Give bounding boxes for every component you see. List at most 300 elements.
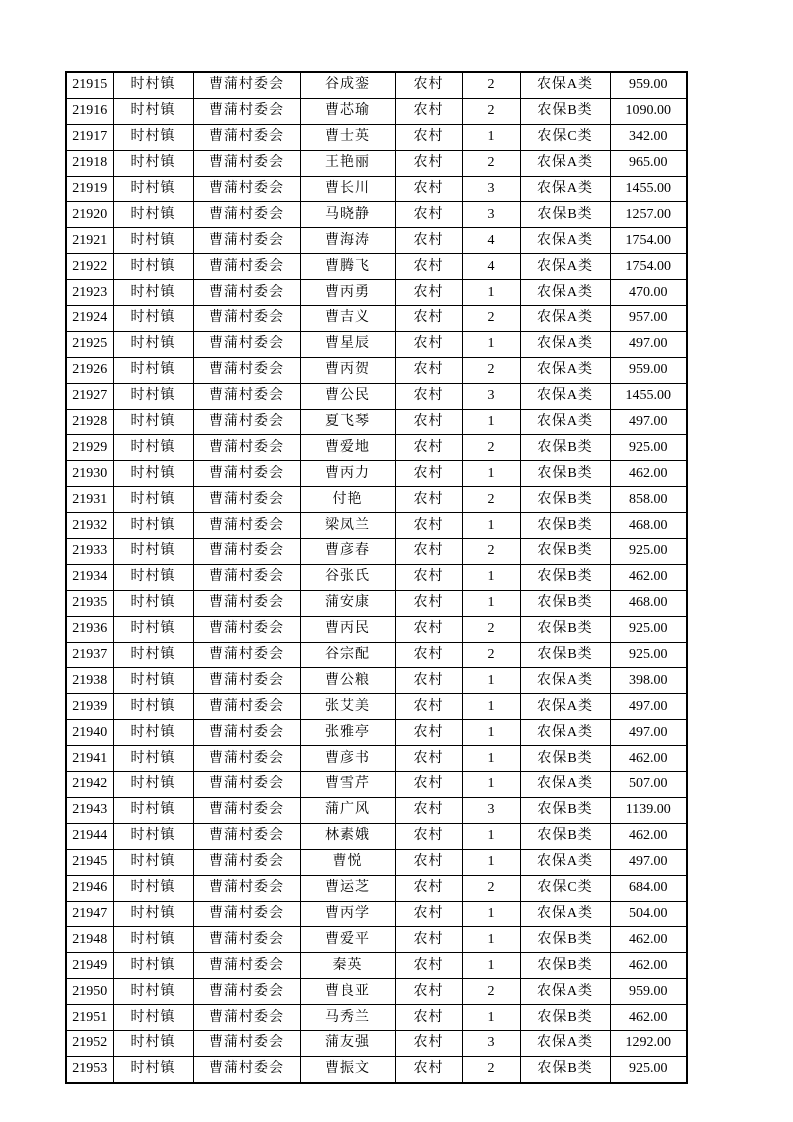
cell-village-committee: 曹蒲村委会 (193, 797, 300, 823)
cell-area-type: 农村 (395, 720, 462, 746)
cell-person-count: 1 (462, 668, 520, 694)
cell-village-committee: 曹蒲村委会 (193, 331, 300, 357)
cell-insurance-category: 农保A类 (520, 720, 610, 746)
cell-insurance-category: 农保A类 (520, 1030, 610, 1056)
cell-person-name: 马秀兰 (300, 1005, 395, 1031)
cell-amount: 925.00 (610, 435, 687, 461)
cell-amount: 462.00 (610, 1005, 687, 1031)
cell-village-committee: 曹蒲村委会 (193, 694, 300, 720)
cell-record-id: 21928 (66, 409, 113, 435)
cell-village-committee: 曹蒲村委会 (193, 746, 300, 772)
cell-person-name: 曹芯瑜 (300, 98, 395, 124)
cell-area-type: 农村 (395, 927, 462, 953)
cell-town: 时村镇 (113, 72, 193, 98)
cell-person-count: 1 (462, 409, 520, 435)
cell-record-id: 21916 (66, 98, 113, 124)
cell-insurance-category: 农保A类 (520, 668, 610, 694)
table-row (66, 694, 687, 720)
table-row (66, 1005, 687, 1031)
cell-town: 时村镇 (113, 642, 193, 668)
cell-area-type: 农村 (395, 98, 462, 124)
cell-record-id: 21939 (66, 694, 113, 720)
cell-insurance-category: 农保C类 (520, 875, 610, 901)
cell-area-type: 农村 (395, 616, 462, 642)
cell-record-id: 21941 (66, 746, 113, 772)
cell-area-type: 农村 (395, 694, 462, 720)
cell-insurance-category: 农保A类 (520, 849, 610, 875)
cell-area-type: 农村 (395, 875, 462, 901)
table-row (66, 72, 687, 98)
cell-person-name: 曹丙贺 (300, 357, 395, 383)
cell-record-id: 21918 (66, 150, 113, 176)
cell-amount: 925.00 (610, 539, 687, 565)
cell-town: 时村镇 (113, 1030, 193, 1056)
cell-village-committee: 曹蒲村委会 (193, 254, 300, 280)
cell-person-count: 2 (462, 539, 520, 565)
cell-person-count: 1 (462, 694, 520, 720)
cell-area-type: 农村 (395, 331, 462, 357)
cell-town: 时村镇 (113, 357, 193, 383)
table-row (66, 590, 687, 616)
cell-town: 时村镇 (113, 564, 193, 590)
cell-person-name: 蒲广风 (300, 797, 395, 823)
table-row (66, 98, 687, 124)
cell-area-type: 农村 (395, 202, 462, 228)
cell-person-count: 1 (462, 124, 520, 150)
cell-person-count: 2 (462, 979, 520, 1005)
cell-person-name: 曹丙民 (300, 616, 395, 642)
cell-person-count: 1 (462, 280, 520, 306)
cell-amount: 468.00 (610, 513, 687, 539)
cell-person-name: 曹悦 (300, 849, 395, 875)
cell-person-count: 3 (462, 176, 520, 202)
table-row (66, 513, 687, 539)
cell-amount: 497.00 (610, 331, 687, 357)
table-row (66, 564, 687, 590)
cell-insurance-category: 农保B类 (520, 1005, 610, 1031)
cell-amount: 925.00 (610, 616, 687, 642)
cell-person-name: 曹吉义 (300, 306, 395, 332)
cell-area-type: 农村 (395, 668, 462, 694)
table-row (66, 202, 687, 228)
cell-insurance-category: 农保A类 (520, 979, 610, 1005)
cell-village-committee: 曹蒲村委会 (193, 409, 300, 435)
cell-area-type: 农村 (395, 564, 462, 590)
cell-town: 时村镇 (113, 98, 193, 124)
cell-insurance-category: 农保A类 (520, 176, 610, 202)
cell-record-id: 21935 (66, 590, 113, 616)
cell-insurance-category: 农保A类 (520, 280, 610, 306)
cell-person-count: 1 (462, 720, 520, 746)
cell-insurance-category: 农保B类 (520, 797, 610, 823)
cell-village-committee: 曹蒲村委会 (193, 642, 300, 668)
cell-area-type: 农村 (395, 72, 462, 98)
cell-person-count: 2 (462, 487, 520, 513)
cell-insurance-category: 农保B类 (520, 927, 610, 953)
table-row (66, 383, 687, 409)
cell-person-count: 2 (462, 875, 520, 901)
cell-person-name: 曹丙勇 (300, 280, 395, 306)
cell-area-type: 农村 (395, 487, 462, 513)
cell-person-name: 曹腾飞 (300, 254, 395, 280)
table-row (66, 720, 687, 746)
table-row (66, 927, 687, 953)
cell-village-committee: 曹蒲村委会 (193, 849, 300, 875)
cell-village-committee: 曹蒲村委会 (193, 979, 300, 1005)
cell-area-type: 农村 (395, 461, 462, 487)
cell-person-count: 1 (462, 513, 520, 539)
cell-town: 时村镇 (113, 435, 193, 461)
cell-person-name: 曹爱地 (300, 435, 395, 461)
cell-person-count: 1 (462, 331, 520, 357)
records-table (65, 71, 688, 1084)
cell-amount: 462.00 (610, 927, 687, 953)
cell-amount: 468.00 (610, 590, 687, 616)
cell-insurance-category: 农保B类 (520, 590, 610, 616)
cell-area-type: 农村 (395, 124, 462, 150)
cell-record-id: 21932 (66, 513, 113, 539)
cell-insurance-category: 农保B类 (520, 435, 610, 461)
cell-insurance-category: 农保A类 (520, 228, 610, 254)
cell-person-name: 秦英 (300, 953, 395, 979)
cell-amount: 1139.00 (610, 797, 687, 823)
cell-amount: 470.00 (610, 280, 687, 306)
cell-person-name: 付艳 (300, 487, 395, 513)
cell-record-id: 21940 (66, 720, 113, 746)
table-row (66, 616, 687, 642)
cell-insurance-category: 农保A类 (520, 694, 610, 720)
cell-town: 时村镇 (113, 539, 193, 565)
cell-person-name: 夏飞琴 (300, 409, 395, 435)
cell-person-count: 1 (462, 746, 520, 772)
cell-person-name: 曹运芝 (300, 875, 395, 901)
cell-village-committee: 曹蒲村委会 (193, 280, 300, 306)
cell-record-id: 21946 (66, 875, 113, 901)
cell-record-id: 21931 (66, 487, 113, 513)
cell-amount: 1754.00 (610, 254, 687, 280)
cell-person-name: 曹士英 (300, 124, 395, 150)
cell-amount: 462.00 (610, 823, 687, 849)
cell-person-name: 曹公粮 (300, 668, 395, 694)
cell-village-committee: 曹蒲村委会 (193, 435, 300, 461)
cell-record-id: 21938 (66, 668, 113, 694)
cell-village-committee: 曹蒲村委会 (193, 927, 300, 953)
cell-town: 时村镇 (113, 694, 193, 720)
cell-person-name: 曹海涛 (300, 228, 395, 254)
cell-person-name: 谷宗配 (300, 642, 395, 668)
cell-town: 时村镇 (113, 875, 193, 901)
cell-record-id: 21921 (66, 228, 113, 254)
cell-person-count: 2 (462, 72, 520, 98)
cell-amount: 398.00 (610, 668, 687, 694)
cell-person-name: 曹振文 (300, 1056, 395, 1082)
cell-record-id: 21945 (66, 849, 113, 875)
cell-amount: 497.00 (610, 694, 687, 720)
cell-insurance-category: 农保B类 (520, 202, 610, 228)
cell-insurance-category: 农保A类 (520, 383, 610, 409)
cell-record-id: 21925 (66, 331, 113, 357)
cell-town: 时村镇 (113, 616, 193, 642)
cell-area-type: 农村 (395, 823, 462, 849)
cell-record-id: 21944 (66, 823, 113, 849)
cell-town: 时村镇 (113, 720, 193, 746)
cell-village-committee: 曹蒲村委会 (193, 461, 300, 487)
cell-town: 时村镇 (113, 176, 193, 202)
cell-person-name: 曹公民 (300, 383, 395, 409)
cell-town: 时村镇 (113, 383, 193, 409)
cell-town: 时村镇 (113, 202, 193, 228)
cell-amount: 965.00 (610, 150, 687, 176)
cell-amount: 504.00 (610, 901, 687, 927)
cell-insurance-category: 农保B类 (520, 513, 610, 539)
cell-insurance-category: 农保B类 (520, 539, 610, 565)
cell-village-committee: 曹蒲村委会 (193, 668, 300, 694)
cell-person-count: 3 (462, 797, 520, 823)
cell-village-committee: 曹蒲村委会 (193, 357, 300, 383)
cell-person-count: 1 (462, 823, 520, 849)
table-row (66, 254, 687, 280)
cell-area-type: 农村 (395, 797, 462, 823)
cell-record-id: 21919 (66, 176, 113, 202)
cell-person-name: 马晓静 (300, 202, 395, 228)
cell-person-count: 1 (462, 927, 520, 953)
cell-town: 时村镇 (113, 746, 193, 772)
cell-insurance-category: 农保B类 (520, 1056, 610, 1082)
cell-insurance-category: 农保B类 (520, 487, 610, 513)
cell-village-committee: 曹蒲村委会 (193, 901, 300, 927)
table-row (66, 979, 687, 1005)
cell-town: 时村镇 (113, 124, 193, 150)
cell-record-id: 21947 (66, 901, 113, 927)
cell-amount: 342.00 (610, 124, 687, 150)
cell-person-count: 1 (462, 1005, 520, 1031)
cell-village-committee: 曹蒲村委会 (193, 772, 300, 798)
cell-town: 时村镇 (113, 668, 193, 694)
cell-record-id: 21923 (66, 280, 113, 306)
cell-person-name: 曹丙学 (300, 901, 395, 927)
cell-amount: 462.00 (610, 461, 687, 487)
table-row (66, 228, 687, 254)
cell-town: 时村镇 (113, 590, 193, 616)
cell-amount: 684.00 (610, 875, 687, 901)
cell-area-type: 农村 (395, 280, 462, 306)
cell-town: 时村镇 (113, 487, 193, 513)
cell-person-name: 曹爱平 (300, 927, 395, 953)
cell-person-name: 张艾美 (300, 694, 395, 720)
cell-village-committee: 曹蒲村委会 (193, 564, 300, 590)
table-body (66, 72, 687, 1083)
cell-area-type: 农村 (395, 176, 462, 202)
cell-person-name: 谷成銮 (300, 72, 395, 98)
cell-village-committee: 曹蒲村委会 (193, 383, 300, 409)
cell-insurance-category: 农保A类 (520, 72, 610, 98)
cell-person-count: 2 (462, 642, 520, 668)
cell-person-name: 曹彦春 (300, 539, 395, 565)
cell-record-id: 21926 (66, 357, 113, 383)
cell-person-name: 张雅亭 (300, 720, 395, 746)
cell-town: 时村镇 (113, 1005, 193, 1031)
cell-record-id: 21951 (66, 1005, 113, 1031)
table-row (66, 1056, 687, 1082)
cell-person-name: 曹长川 (300, 176, 395, 202)
cell-village-committee: 曹蒲村委会 (193, 1005, 300, 1031)
cell-record-id: 21950 (66, 979, 113, 1005)
cell-area-type: 农村 (395, 539, 462, 565)
table-row (66, 746, 687, 772)
cell-person-count: 1 (462, 901, 520, 927)
cell-record-id: 21934 (66, 564, 113, 590)
cell-town: 时村镇 (113, 409, 193, 435)
table-row (66, 176, 687, 202)
table-row (66, 875, 687, 901)
cell-village-committee: 曹蒲村委会 (193, 539, 300, 565)
cell-village-committee: 曹蒲村委会 (193, 306, 300, 332)
cell-person-name: 林素娥 (300, 823, 395, 849)
cell-village-committee: 曹蒲村委会 (193, 202, 300, 228)
cell-town: 时村镇 (113, 849, 193, 875)
cell-village-committee: 曹蒲村委会 (193, 124, 300, 150)
cell-record-id: 21929 (66, 435, 113, 461)
cell-town: 时村镇 (113, 150, 193, 176)
cell-insurance-category: 农保A类 (520, 150, 610, 176)
cell-amount: 1257.00 (610, 202, 687, 228)
cell-record-id: 21952 (66, 1030, 113, 1056)
cell-area-type: 农村 (395, 1030, 462, 1056)
cell-area-type: 农村 (395, 953, 462, 979)
cell-person-count: 1 (462, 953, 520, 979)
cell-area-type: 农村 (395, 383, 462, 409)
cell-amount: 1754.00 (610, 228, 687, 254)
cell-person-count: 1 (462, 849, 520, 875)
cell-village-committee: 曹蒲村委会 (193, 72, 300, 98)
table-row (66, 280, 687, 306)
cell-amount: 497.00 (610, 409, 687, 435)
cell-town: 时村镇 (113, 823, 193, 849)
cell-area-type: 农村 (395, 901, 462, 927)
table-row (66, 306, 687, 332)
cell-amount: 1455.00 (610, 176, 687, 202)
cell-town: 时村镇 (113, 979, 193, 1005)
cell-insurance-category: 农保B类 (520, 616, 610, 642)
cell-insurance-category: 农保A类 (520, 254, 610, 280)
cell-town: 时村镇 (113, 306, 193, 332)
table-row (66, 124, 687, 150)
cell-insurance-category: 农保A类 (520, 306, 610, 332)
cell-village-committee: 曹蒲村委会 (193, 150, 300, 176)
cell-village-committee: 曹蒲村委会 (193, 720, 300, 746)
cell-person-count: 2 (462, 1056, 520, 1082)
cell-person-count: 2 (462, 357, 520, 383)
table-row (66, 539, 687, 565)
cell-person-count: 4 (462, 254, 520, 280)
cell-amount: 1090.00 (610, 98, 687, 124)
cell-area-type: 农村 (395, 150, 462, 176)
cell-amount: 462.00 (610, 746, 687, 772)
cell-village-committee: 曹蒲村委会 (193, 1030, 300, 1056)
cell-insurance-category: 农保A类 (520, 331, 610, 357)
cell-person-name: 王艳丽 (300, 150, 395, 176)
cell-insurance-category: 农保A类 (520, 357, 610, 383)
cell-person-count: 2 (462, 306, 520, 332)
cell-town: 时村镇 (113, 280, 193, 306)
cell-record-id: 21949 (66, 953, 113, 979)
cell-town: 时村镇 (113, 331, 193, 357)
table-row (66, 823, 687, 849)
table-row (66, 772, 687, 798)
table-row (66, 1030, 687, 1056)
cell-area-type: 农村 (395, 772, 462, 798)
table-row (66, 901, 687, 927)
cell-person-count: 1 (462, 590, 520, 616)
cell-town: 时村镇 (113, 797, 193, 823)
cell-record-id: 21915 (66, 72, 113, 98)
cell-person-count: 2 (462, 435, 520, 461)
cell-village-committee: 曹蒲村委会 (193, 1056, 300, 1082)
cell-record-id: 21942 (66, 772, 113, 798)
cell-record-id: 21936 (66, 616, 113, 642)
cell-amount: 957.00 (610, 306, 687, 332)
cell-person-count: 2 (462, 150, 520, 176)
cell-person-count: 3 (462, 383, 520, 409)
cell-amount: 959.00 (610, 357, 687, 383)
cell-record-id: 21917 (66, 124, 113, 150)
cell-record-id: 21953 (66, 1056, 113, 1082)
cell-area-type: 农村 (395, 254, 462, 280)
cell-village-committee: 曹蒲村委会 (193, 823, 300, 849)
cell-area-type: 农村 (395, 409, 462, 435)
cell-village-committee: 曹蒲村委会 (193, 875, 300, 901)
cell-person-name: 曹雪芹 (300, 772, 395, 798)
cell-person-count: 3 (462, 202, 520, 228)
cell-insurance-category: 农保A类 (520, 772, 610, 798)
cell-insurance-category: 农保B类 (520, 461, 610, 487)
table-row (66, 487, 687, 513)
cell-amount: 959.00 (610, 979, 687, 1005)
cell-insurance-category: 农保B类 (520, 642, 610, 668)
cell-town: 时村镇 (113, 953, 193, 979)
cell-record-id: 21930 (66, 461, 113, 487)
cell-person-count: 1 (462, 564, 520, 590)
cell-record-id: 21933 (66, 539, 113, 565)
cell-town: 时村镇 (113, 927, 193, 953)
cell-insurance-category: 农保B类 (520, 98, 610, 124)
table-row (66, 642, 687, 668)
cell-village-committee: 曹蒲村委会 (193, 616, 300, 642)
cell-person-name: 曹星辰 (300, 331, 395, 357)
cell-record-id: 21937 (66, 642, 113, 668)
table-row (66, 409, 687, 435)
table-row (66, 435, 687, 461)
cell-record-id: 21943 (66, 797, 113, 823)
cell-record-id: 21924 (66, 306, 113, 332)
cell-person-name: 曹丙力 (300, 461, 395, 487)
cell-insurance-category: 农保B类 (520, 953, 610, 979)
cell-insurance-category: 农保A类 (520, 901, 610, 927)
table-row (66, 953, 687, 979)
cell-town: 时村镇 (113, 254, 193, 280)
cell-insurance-category: 农保A类 (520, 409, 610, 435)
cell-village-committee: 曹蒲村委会 (193, 590, 300, 616)
cell-town: 时村镇 (113, 513, 193, 539)
cell-amount: 1292.00 (610, 1030, 687, 1056)
cell-area-type: 农村 (395, 1005, 462, 1031)
cell-person-name: 梁凤兰 (300, 513, 395, 539)
cell-person-name: 蒲友强 (300, 1030, 395, 1056)
cell-record-id: 21920 (66, 202, 113, 228)
cell-area-type: 农村 (395, 228, 462, 254)
cell-insurance-category: 农保C类 (520, 124, 610, 150)
cell-town: 时村镇 (113, 461, 193, 487)
